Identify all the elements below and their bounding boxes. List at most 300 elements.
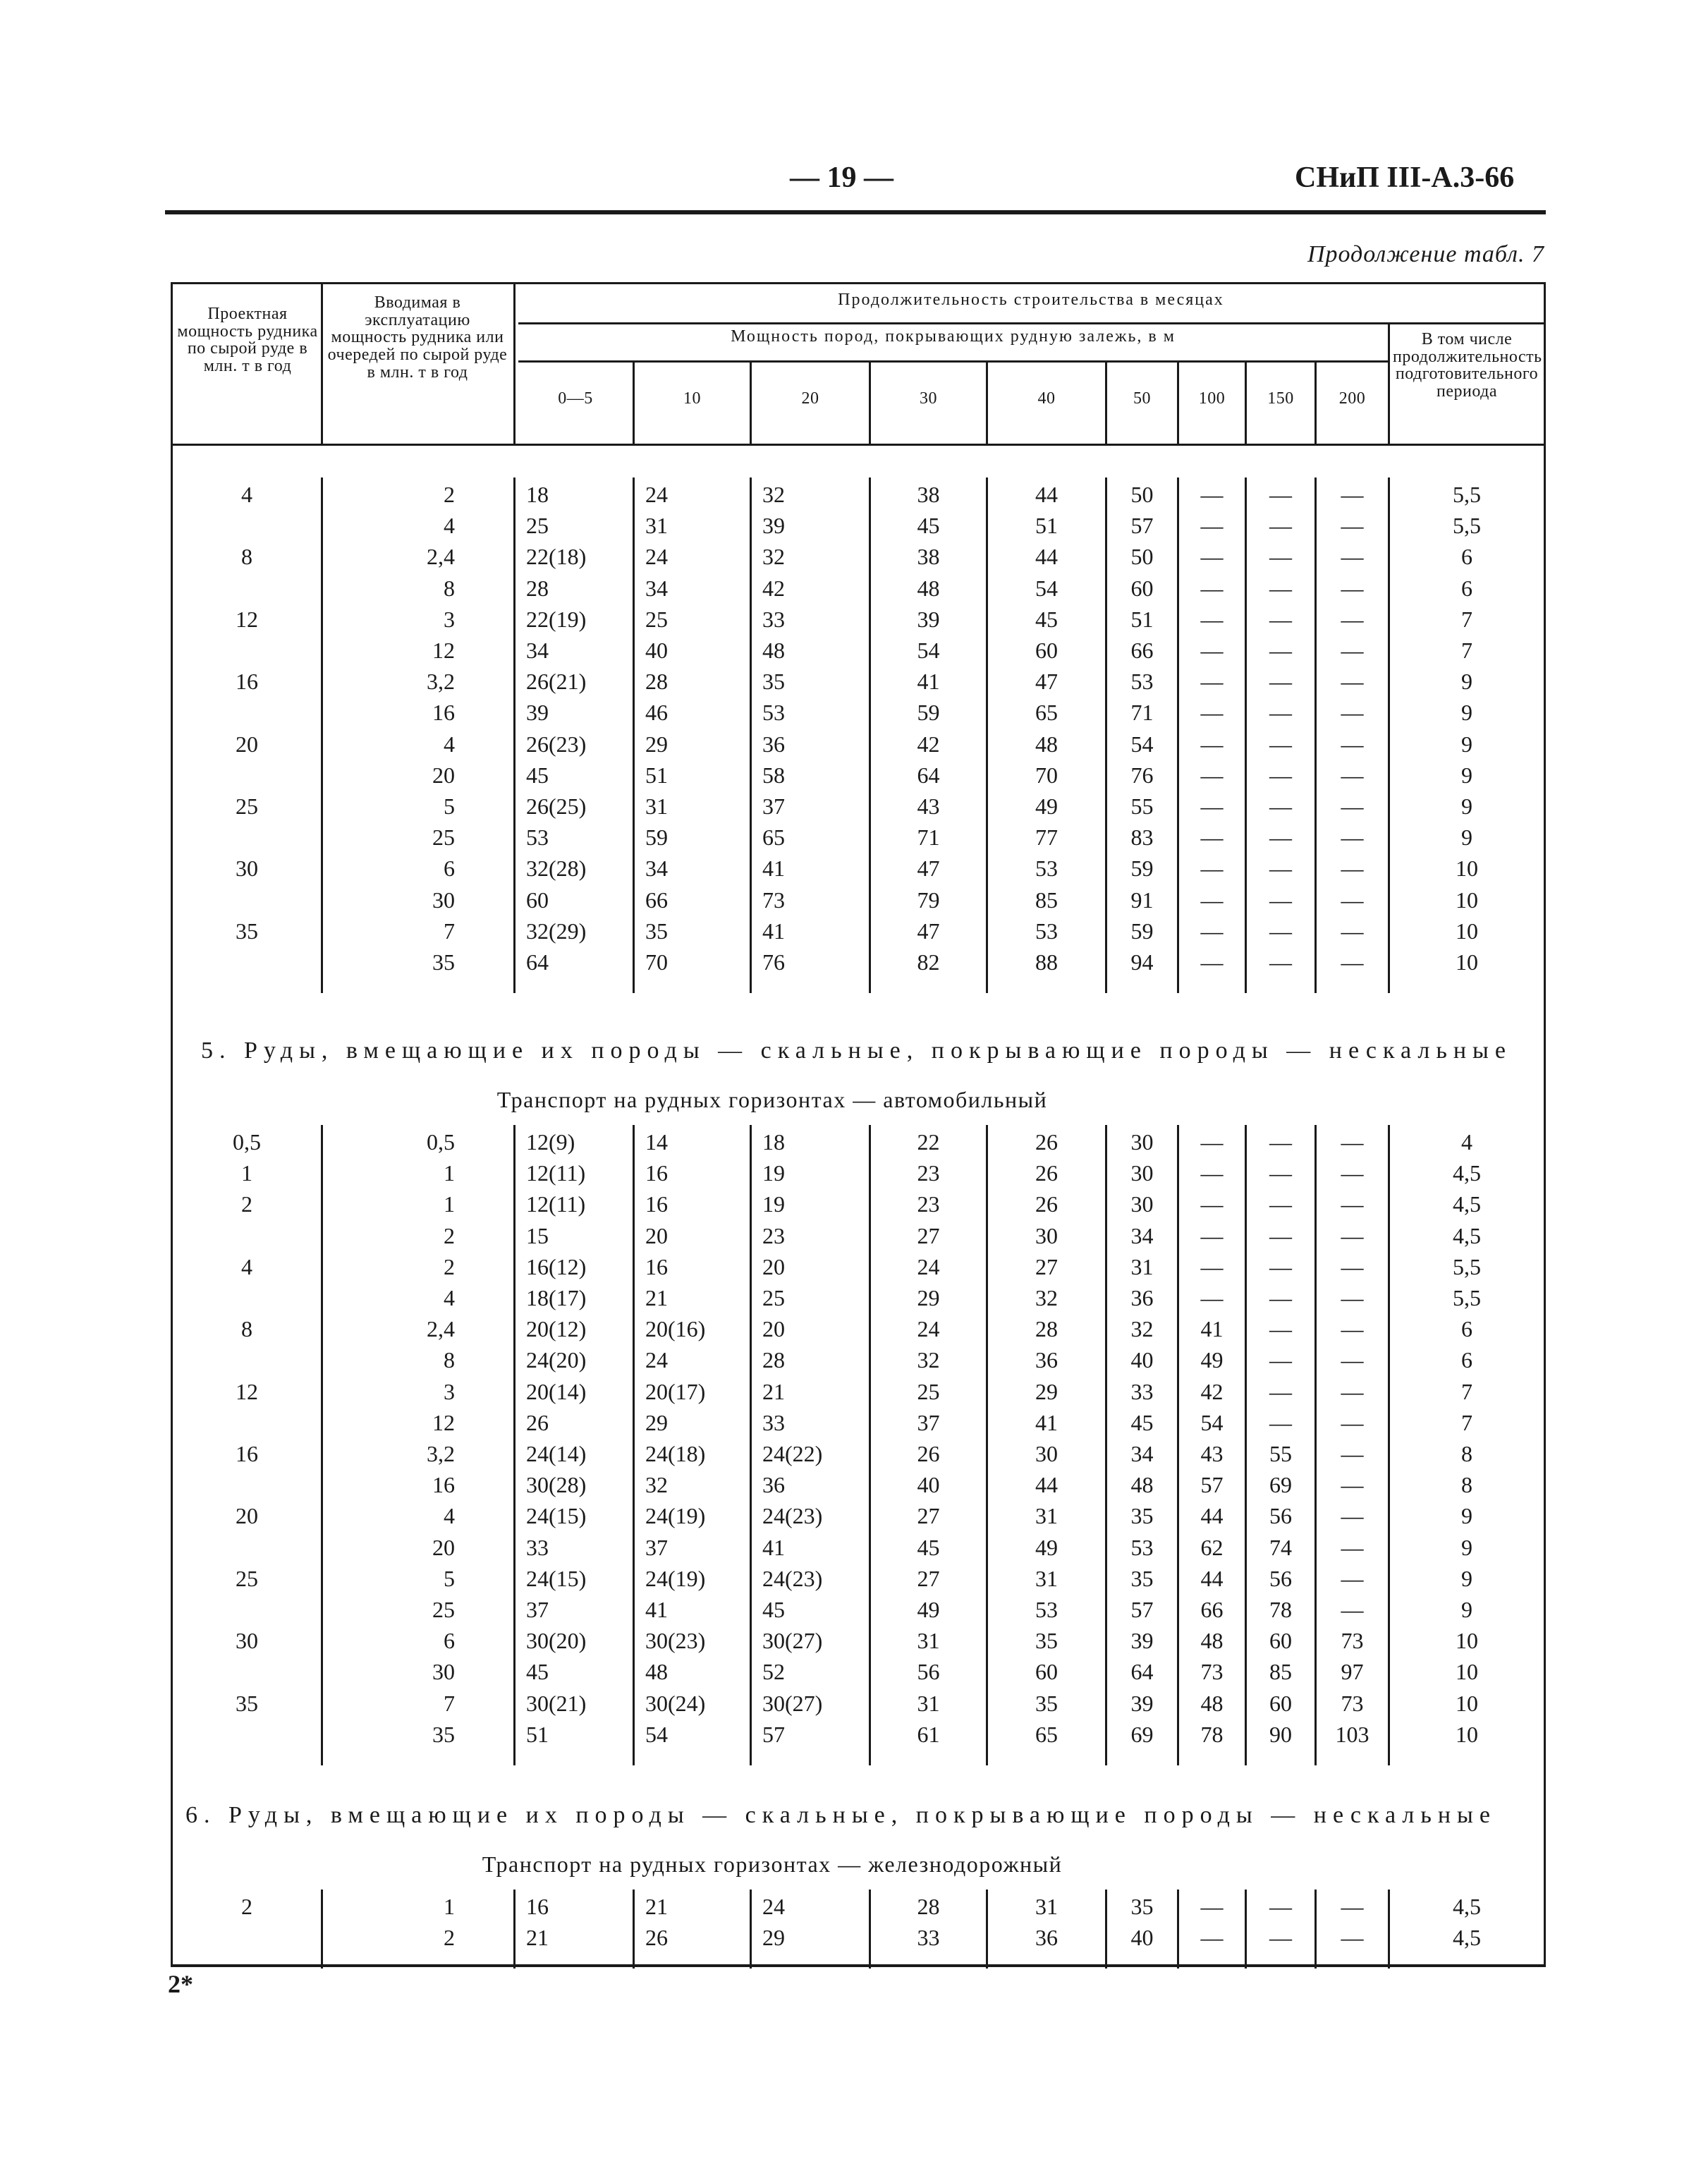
cell-duration: 20: [762, 1316, 785, 1342]
cell-prep-period: 10: [1456, 1659, 1478, 1685]
cell-duration: 30: [1035, 1222, 1058, 1248]
cell-prep-period: 5,5: [1453, 513, 1481, 539]
cell-duration: 12(9): [526, 1129, 575, 1155]
cell-duration: 36: [1035, 1347, 1058, 1373]
cell-duration: 33: [526, 1534, 549, 1560]
cell-duration: —: [1200, 513, 1224, 539]
cell-duration: 71: [917, 825, 940, 851]
cell-duration: 23: [762, 1222, 785, 1248]
cell-duration: 24(19): [645, 1503, 706, 1529]
cell-duration: 16: [645, 1191, 668, 1217]
cell-duration: 16(12): [526, 1253, 587, 1279]
cell-commissioned: 25: [432, 1597, 455, 1622]
cell-prep-period: 7: [1461, 1409, 1472, 1435]
cell-duration: —: [1269, 544, 1292, 570]
cell-duration: 40: [645, 638, 668, 663]
cell-duration: 55: [1269, 1441, 1292, 1466]
cell-prep-period: 4,5: [1453, 1925, 1481, 1951]
cell-duration: 48: [1200, 1690, 1224, 1716]
cell-duration: 36: [762, 731, 785, 757]
cell-duration: 29: [645, 731, 668, 757]
column-separator: [513, 477, 516, 993]
cell-capacity: 4: [241, 1253, 252, 1279]
cell-duration: 38: [917, 544, 940, 570]
construction-duration-table: [171, 282, 1546, 1967]
cell-duration: 23: [917, 1191, 940, 1217]
cell-prep-period: 4,5: [1453, 1894, 1481, 1919]
cell-duration: 21: [645, 1285, 668, 1310]
cell-duration: —: [1269, 606, 1292, 632]
cell-duration: 27: [917, 1565, 940, 1591]
header-divider: [1388, 324, 1390, 445]
cell-duration: —: [1341, 575, 1364, 601]
cell-prep-period: 5,5: [1453, 1285, 1481, 1310]
cell-duration: 31: [1130, 1253, 1154, 1279]
cell-duration: 26: [1035, 1129, 1058, 1155]
cell-duration: 30: [1130, 1129, 1154, 1155]
cell-commissioned: 2: [444, 1925, 455, 1951]
cell-duration: 35: [1130, 1565, 1154, 1591]
cell-duration: —: [1341, 1378, 1364, 1404]
cell-duration: —: [1341, 700, 1364, 726]
cell-duration: 25: [917, 1378, 940, 1404]
cell-commissioned: 3: [444, 606, 455, 632]
column-separator: [633, 477, 635, 993]
cell-commissioned: 6: [444, 1628, 455, 1654]
cell-prep-period: 6: [1461, 1347, 1472, 1373]
cell-duration: —: [1200, 1191, 1224, 1217]
cell-duration: 53: [1035, 918, 1058, 944]
cell-duration: 24: [645, 482, 668, 507]
cell-duration: 66: [645, 887, 668, 913]
cell-duration: —: [1200, 1129, 1224, 1155]
cell-duration: 44: [1035, 1472, 1058, 1498]
cell-duration: 31: [1035, 1894, 1058, 1919]
cell-duration: 44: [1200, 1503, 1224, 1529]
cell-duration: —: [1200, 918, 1224, 944]
cell-commissioned: 3,2: [427, 1441, 455, 1466]
footnote: 2*: [168, 1970, 193, 1998]
cell-duration: 52: [762, 1659, 785, 1685]
cell-duration: 25: [645, 606, 668, 632]
cell-duration: 60: [1269, 1628, 1292, 1654]
cell-duration: 48: [645, 1659, 668, 1685]
cell-duration: 32(29): [526, 918, 587, 944]
cell-duration: 24(23): [762, 1565, 823, 1591]
cell-duration: —: [1341, 1472, 1364, 1498]
cell-duration: 35: [645, 918, 668, 944]
cell-commissioned: 3,2: [427, 669, 455, 695]
cell-duration: 26(23): [526, 731, 587, 757]
cell-duration: —: [1341, 1441, 1364, 1466]
cell-duration: 74: [1269, 1534, 1292, 1560]
cell-duration: —: [1200, 1285, 1224, 1310]
cell-duration: —: [1341, 918, 1364, 944]
cell-duration: 47: [1035, 669, 1058, 695]
cell-duration: 28: [917, 1894, 940, 1919]
cell-duration: 51: [645, 762, 668, 788]
cell-duration: 36: [1130, 1285, 1154, 1310]
cell-commissioned: 1: [444, 1894, 455, 1919]
cell-duration: 70: [645, 949, 668, 975]
cell-duration: 76: [762, 949, 785, 975]
cell-duration: 53: [1035, 1597, 1058, 1622]
column-separator: [513, 1125, 516, 1765]
cell-duration: 57: [1130, 513, 1154, 539]
cell-duration: 31: [917, 1628, 940, 1654]
cell-duration: 34: [645, 575, 668, 601]
cell-duration: —: [1341, 544, 1364, 570]
cell-duration: —: [1200, 638, 1224, 663]
cell-duration: —: [1200, 1925, 1224, 1951]
cell-commissioned: 16: [432, 700, 455, 726]
header-prep-period: В том числе продолжительность подготовительного периода: [1393, 330, 1542, 401]
cell-duration: 71: [1130, 700, 1154, 726]
cell-duration: —: [1341, 949, 1364, 975]
cell-duration: —: [1341, 793, 1364, 819]
cell-duration: 73: [762, 887, 785, 913]
cell-duration: 47: [917, 856, 940, 882]
column-separator: [513, 1890, 516, 1969]
cell-duration: 33: [762, 1409, 785, 1435]
cell-duration: 70: [1035, 762, 1058, 788]
cell-duration: 29: [645, 1409, 668, 1435]
cell-duration: —: [1269, 731, 1292, 757]
cell-duration: 49: [917, 1597, 940, 1622]
cell-prep-period: 7: [1461, 606, 1472, 632]
cell-duration: 50: [1130, 544, 1154, 570]
cell-duration: 66: [1130, 638, 1154, 663]
cell-prep-period: 9: [1461, 700, 1472, 726]
cell-duration: —: [1341, 731, 1364, 757]
cell-duration: —: [1200, 700, 1224, 726]
cell-duration: 60: [1035, 638, 1058, 663]
cell-commissioned: 2: [444, 1253, 455, 1279]
cell-duration: —: [1200, 1253, 1224, 1279]
cell-prep-period: 10: [1456, 1628, 1478, 1654]
cell-duration: —: [1269, 1253, 1292, 1279]
header-divider: [513, 284, 516, 445]
cell-duration: 56: [917, 1659, 940, 1685]
cell-prep-period: 5,5: [1453, 1253, 1481, 1279]
cell-duration: 20(14): [526, 1378, 587, 1404]
cell-duration: 32: [762, 544, 785, 570]
cell-duration: 32: [917, 1347, 940, 1373]
cell-commissioned: 7: [444, 1690, 455, 1716]
cell-duration: 33: [762, 606, 785, 632]
header-duration: Продолжительность строительства в месяцах: [838, 291, 1224, 309]
cell-capacity: 2: [241, 1191, 252, 1217]
cell-duration: 21: [645, 1894, 668, 1919]
cell-prep-period: 8: [1461, 1472, 1472, 1498]
cell-commissioned: 20: [432, 1534, 455, 1560]
cell-duration: 73: [1341, 1690, 1364, 1716]
cell-duration: —: [1341, 825, 1364, 851]
cell-duration: 20: [762, 1253, 785, 1279]
section-transport: Транспорт на рудных горизонтах — железнодорожный: [482, 1851, 1063, 1877]
cell-duration: 48: [1130, 1472, 1154, 1498]
cell-duration: 39: [762, 513, 785, 539]
cell-duration: 76: [1130, 762, 1154, 788]
cell-prep-period: 6: [1461, 544, 1472, 570]
cell-prep-period: 5,5: [1453, 482, 1481, 507]
cell-duration: —: [1341, 1925, 1364, 1951]
cell-duration: 39: [1130, 1690, 1154, 1716]
cell-duration: —: [1341, 887, 1364, 913]
cell-duration: 48: [762, 638, 785, 663]
cell-duration: 31: [917, 1690, 940, 1716]
cell-duration: —: [1341, 1222, 1364, 1248]
cell-duration: 44: [1035, 544, 1058, 570]
cell-duration: 37: [917, 1409, 940, 1435]
cell-duration: 27: [917, 1503, 940, 1529]
cell-duration: —: [1341, 1316, 1364, 1342]
cell-duration: —: [1341, 1597, 1364, 1622]
cell-duration: 53: [526, 825, 549, 851]
cell-duration: 32: [1130, 1316, 1154, 1342]
cell-duration: 19: [762, 1191, 785, 1217]
cell-duration: 16: [645, 1253, 668, 1279]
cell-duration: 64: [1130, 1659, 1154, 1685]
cell-prep-period: 4,5: [1453, 1160, 1481, 1186]
cell-duration: 28: [762, 1347, 785, 1373]
cell-commissioned: 35: [432, 949, 455, 975]
cell-duration: 29: [762, 1925, 785, 1951]
cell-duration: —: [1200, 949, 1224, 975]
cell-duration: 53: [1130, 669, 1154, 695]
cell-duration: —: [1341, 1160, 1364, 1186]
cell-duration: 65: [1035, 700, 1058, 726]
header-thickness-200: 200: [1338, 389, 1366, 408]
cell-duration: —: [1341, 638, 1364, 663]
cell-duration: 22(19): [526, 606, 587, 632]
cell-duration: —: [1269, 949, 1292, 975]
cell-commissioned: 1: [444, 1191, 455, 1217]
cell-commissioned: 2,4: [427, 544, 455, 570]
cell-duration: 40: [1130, 1925, 1154, 1951]
cell-duration: 59: [645, 825, 668, 851]
cell-duration: 16: [526, 1894, 549, 1919]
cell-commissioned: 2,4: [427, 1316, 455, 1342]
section-title: 6. Руды, вмещающие их породы — скальные, покрывающие породы — нескальные: [185, 1802, 1496, 1828]
cell-capacity: 12: [236, 606, 258, 632]
cell-prep-period: 4,5: [1453, 1191, 1481, 1217]
cell-duration: 16: [645, 1160, 668, 1186]
cell-duration: 23: [917, 1160, 940, 1186]
cell-duration: —: [1200, 1222, 1224, 1248]
cell-commissioned: 6: [444, 856, 455, 882]
cell-duration: —: [1200, 575, 1224, 601]
cell-duration: 18: [526, 482, 549, 507]
cell-duration: —: [1341, 669, 1364, 695]
cell-duration: 34: [645, 856, 668, 882]
cell-duration: 41: [762, 1534, 785, 1560]
cell-duration: 21: [762, 1378, 785, 1404]
cell-duration: 15: [526, 1222, 549, 1248]
cell-duration: 27: [917, 1222, 940, 1248]
cell-commissioned: 2: [444, 1222, 455, 1248]
cell-duration: —: [1269, 793, 1292, 819]
cell-prep-period: 10: [1456, 887, 1478, 913]
cell-duration: 57: [1200, 1472, 1224, 1498]
cell-duration: 59: [1130, 856, 1154, 882]
cell-duration: 25: [526, 513, 549, 539]
cell-duration: 54: [645, 1721, 668, 1747]
cell-duration: —: [1341, 482, 1364, 507]
cell-duration: 49: [1035, 793, 1058, 819]
cell-duration: —: [1200, 606, 1224, 632]
cell-duration: 54: [1035, 575, 1058, 601]
cell-duration: —: [1269, 918, 1292, 944]
cell-duration: —: [1269, 825, 1292, 851]
cell-duration: 22(18): [526, 544, 587, 570]
cell-duration: 59: [917, 700, 940, 726]
cell-duration: 77: [1035, 825, 1058, 851]
cell-duration: 26: [917, 1441, 940, 1466]
cell-duration: 18(17): [526, 1285, 587, 1310]
cell-duration: —: [1200, 544, 1224, 570]
cell-duration: 54: [1200, 1409, 1224, 1435]
cell-duration: 30(24): [645, 1690, 706, 1716]
cell-prep-period: 7: [1461, 1378, 1472, 1404]
cell-duration: 39: [526, 700, 549, 726]
cell-duration: 33: [917, 1925, 940, 1951]
section-title: 5. Руды, вмещающие их породы — скальные, покрывающие породы — нескальные: [201, 1038, 1512, 1064]
cell-duration: 59: [1130, 918, 1154, 944]
cell-prep-period: 9: [1461, 825, 1472, 851]
cell-duration: 51: [1130, 606, 1154, 632]
cell-duration: —: [1341, 1347, 1364, 1373]
cell-commissioned: 3: [444, 1378, 455, 1404]
cell-prep-period: 9: [1461, 1534, 1472, 1560]
cell-prep-period: 4: [1461, 1129, 1472, 1155]
cell-prep-period: 6: [1461, 1316, 1472, 1342]
cell-duration: —: [1269, 1191, 1292, 1217]
cell-duration: 41: [645, 1597, 668, 1622]
cell-duration: 30(27): [762, 1690, 823, 1716]
cell-duration: 57: [762, 1721, 785, 1747]
cell-duration: —: [1200, 669, 1224, 695]
cell-duration: 54: [917, 638, 940, 663]
cell-duration: 78: [1269, 1597, 1292, 1622]
cell-duration: —: [1341, 513, 1364, 539]
cell-commissioned: 35: [432, 1721, 455, 1747]
cell-duration: 12(11): [526, 1191, 586, 1217]
cell-duration: 35: [1035, 1690, 1058, 1716]
cell-duration: 64: [526, 949, 549, 975]
cell-prep-period: 9: [1461, 1503, 1472, 1529]
cell-duration: 31: [645, 513, 668, 539]
header-capacity: Проектная мощность рудника по сырой руде в млн. т в год: [177, 305, 318, 376]
cell-duration: —: [1341, 1285, 1364, 1310]
cell-duration: 24(20): [526, 1347, 587, 1373]
cell-duration: 83: [1130, 825, 1154, 851]
cell-duration: 45: [917, 1534, 940, 1560]
cell-duration: 41: [762, 856, 785, 882]
cell-duration: —: [1341, 1565, 1364, 1591]
cell-duration: 103: [1335, 1721, 1370, 1747]
cell-duration: 21: [526, 1925, 549, 1951]
cell-duration: —: [1269, 575, 1292, 601]
cell-duration: 33: [1130, 1378, 1154, 1404]
cell-duration: 82: [917, 949, 940, 975]
cell-duration: 36: [1035, 1925, 1058, 1951]
cell-duration: —: [1341, 1409, 1364, 1435]
cell-duration: 24(19): [645, 1565, 706, 1591]
cell-duration: 30(28): [526, 1472, 587, 1498]
cell-duration: 32(28): [526, 856, 587, 882]
cell-duration: 45: [1035, 606, 1058, 632]
cell-duration: 48: [1035, 731, 1058, 757]
cell-prep-period: 10: [1456, 918, 1478, 944]
cell-capacity: 25: [236, 793, 258, 819]
cell-duration: 44: [1200, 1565, 1224, 1591]
cell-commissioned: 16: [432, 1472, 455, 1498]
cell-duration: 42: [917, 731, 940, 757]
cell-duration: 25: [762, 1285, 785, 1310]
cell-duration: 85: [1269, 1659, 1292, 1685]
header-commissioned: Вводимая в эксплуатацию мощность рудника или очередей по сырой руде в млн. т в год: [327, 293, 508, 382]
table-continuation-label: Продолжение табл. 7: [1307, 241, 1544, 267]
cell-commissioned: 4: [444, 731, 455, 757]
cell-duration: —: [1269, 638, 1292, 663]
cell-duration: 20(16): [645, 1316, 706, 1342]
cell-duration: 73: [1341, 1628, 1364, 1654]
cell-capacity: 0,5: [233, 1129, 261, 1155]
cell-duration: 49: [1200, 1347, 1224, 1373]
cell-duration: —: [1269, 513, 1292, 539]
header-thickness-40: 40: [1037, 389, 1056, 408]
cell-duration: 37: [645, 1534, 668, 1560]
cell-duration: —: [1341, 856, 1364, 882]
cell-duration: 73: [1200, 1659, 1224, 1685]
cell-capacity: 16: [236, 669, 258, 695]
cell-duration: 45: [1130, 1409, 1154, 1435]
cell-duration: —: [1341, 606, 1364, 632]
cell-duration: 24(15): [526, 1565, 587, 1591]
cell-duration: 29: [1035, 1378, 1058, 1404]
cell-duration: 30(20): [526, 1628, 587, 1654]
cell-duration: 30: [1130, 1160, 1154, 1186]
cell-duration: 24: [917, 1253, 940, 1279]
cell-commissioned: 8: [444, 1347, 455, 1373]
cell-duration: 90: [1269, 1721, 1292, 1747]
cell-prep-period: 9: [1461, 669, 1472, 695]
cell-commissioned: 5: [444, 1565, 455, 1591]
cell-prep-period: 9: [1461, 1597, 1472, 1622]
cell-duration: 85: [1035, 887, 1058, 913]
cell-duration: 32: [762, 482, 785, 507]
cell-prep-period: 7: [1461, 638, 1472, 663]
cell-duration: —: [1269, 1160, 1292, 1186]
cell-capacity: 35: [236, 1690, 258, 1716]
cell-capacity: 8: [241, 1316, 252, 1342]
cell-duration: 20: [645, 1222, 668, 1248]
cell-duration: 50: [1130, 482, 1154, 507]
cell-duration: 61: [917, 1721, 940, 1747]
document-code: СНиП III-А.3-66: [1295, 162, 1515, 194]
cell-duration: —: [1269, 1894, 1292, 1919]
cell-duration: 24: [645, 544, 668, 570]
cell-capacity: 30: [236, 856, 258, 882]
cell-capacity: 4: [241, 482, 252, 507]
cell-duration: 35: [1130, 1894, 1154, 1919]
cell-commissioned: 0,5: [427, 1129, 455, 1155]
cell-duration: 65: [1035, 1721, 1058, 1747]
cell-duration: —: [1341, 1503, 1364, 1529]
header-thickness-0-5: 0—5: [558, 389, 593, 408]
cell-duration: —: [1341, 1253, 1364, 1279]
